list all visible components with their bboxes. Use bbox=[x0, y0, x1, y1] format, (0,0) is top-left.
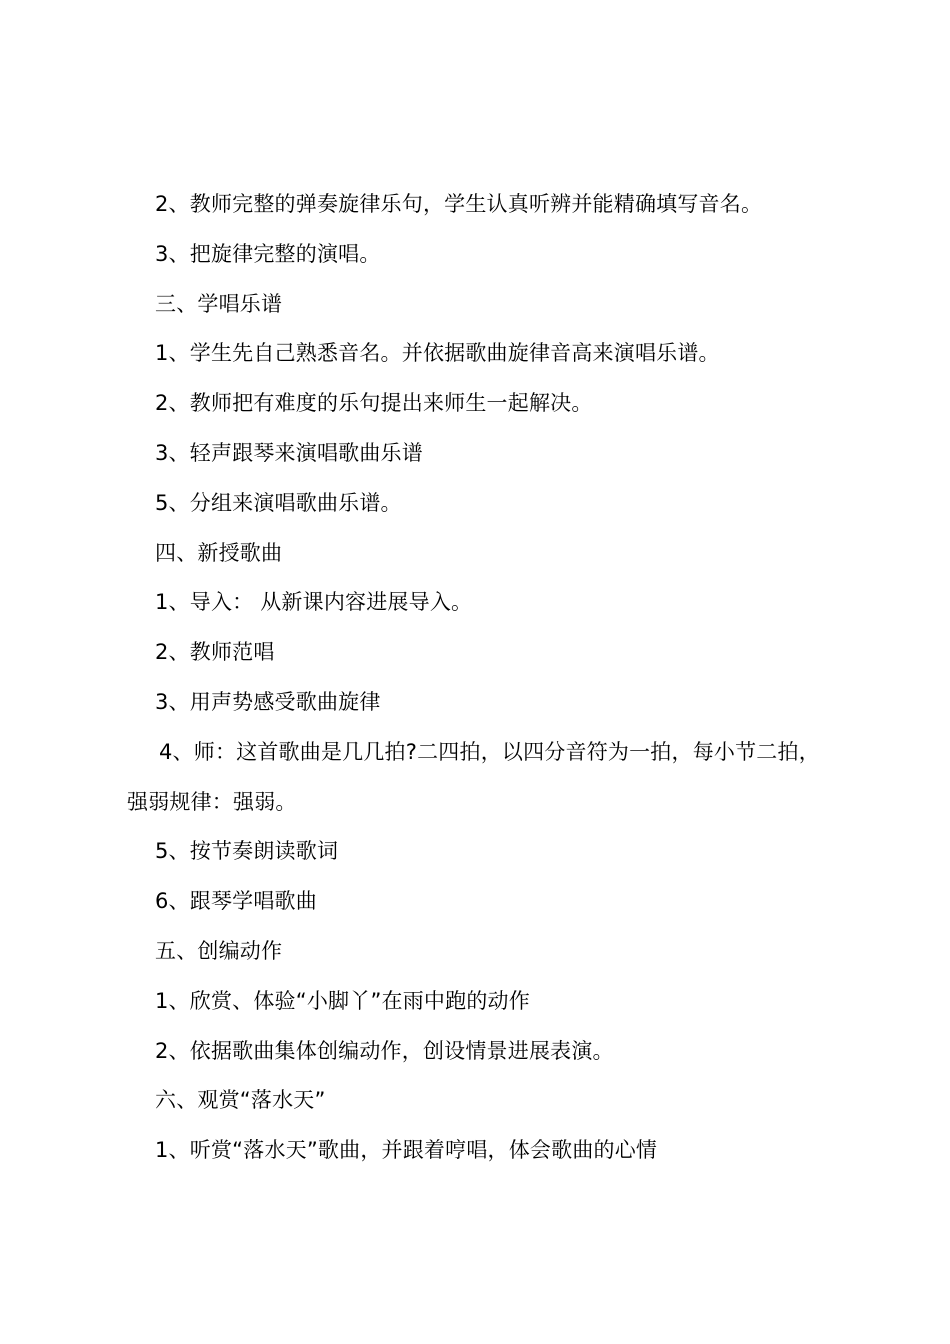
section-heading: 六、观赏“落水天” bbox=[155, 1088, 326, 1113]
paragraph: 6、跟琴学唱歌曲 bbox=[155, 889, 317, 914]
paragraph: 2、教师范唱 bbox=[155, 640, 275, 665]
paragraph: 2、教师把有难度的乐句提出来师生一起解决。 bbox=[155, 391, 593, 416]
paragraph: 3、轻声跟琴来演唱歌曲乐谱 bbox=[155, 440, 423, 465]
paragraph: 5、按节奏朗读歌词 bbox=[155, 839, 339, 864]
paragraph: 3、把旋律完整的演唱。 bbox=[155, 241, 381, 266]
paragraph: 2、教师完整的弹奏旋律乐句，学生认真听辨并能精确填写音名。 bbox=[155, 192, 763, 216]
paragraph: 2、依据歌曲集体创编动作，创设情景进展表演。 bbox=[155, 1038, 614, 1063]
paragraph: 3、用声势感受歌曲旋律 bbox=[155, 689, 381, 714]
paragraph: 1、欣赏、体验“小脚丫”在雨中跑的动作 bbox=[155, 988, 530, 1013]
paragraph: 4、师：这首歌曲是几几拍?二四拍，以四分音符为一拍，每小节二拍，强弱规律：强弱。 bbox=[127, 739, 820, 814]
paragraph: 5、分组来演唱歌曲乐谱。 bbox=[155, 490, 402, 515]
document-body bbox=[127, 180, 837, 1176]
section-heading: 四、新授歌曲 bbox=[155, 540, 283, 565]
paragraph: 1、学生先自己熟悉音名。并依据歌曲旋律音高来演唱乐谱。 bbox=[155, 341, 720, 366]
section-heading: 三、学唱乐谱 bbox=[155, 291, 283, 316]
paragraph: 1、导入： 从新课内容进展导入。 bbox=[155, 590, 473, 615]
section-heading: 五、创编动作 bbox=[155, 938, 283, 963]
paragraph: 1、听赏“落水天”歌曲，并跟着哼唱，体会歌曲的心情 bbox=[155, 1138, 658, 1163]
